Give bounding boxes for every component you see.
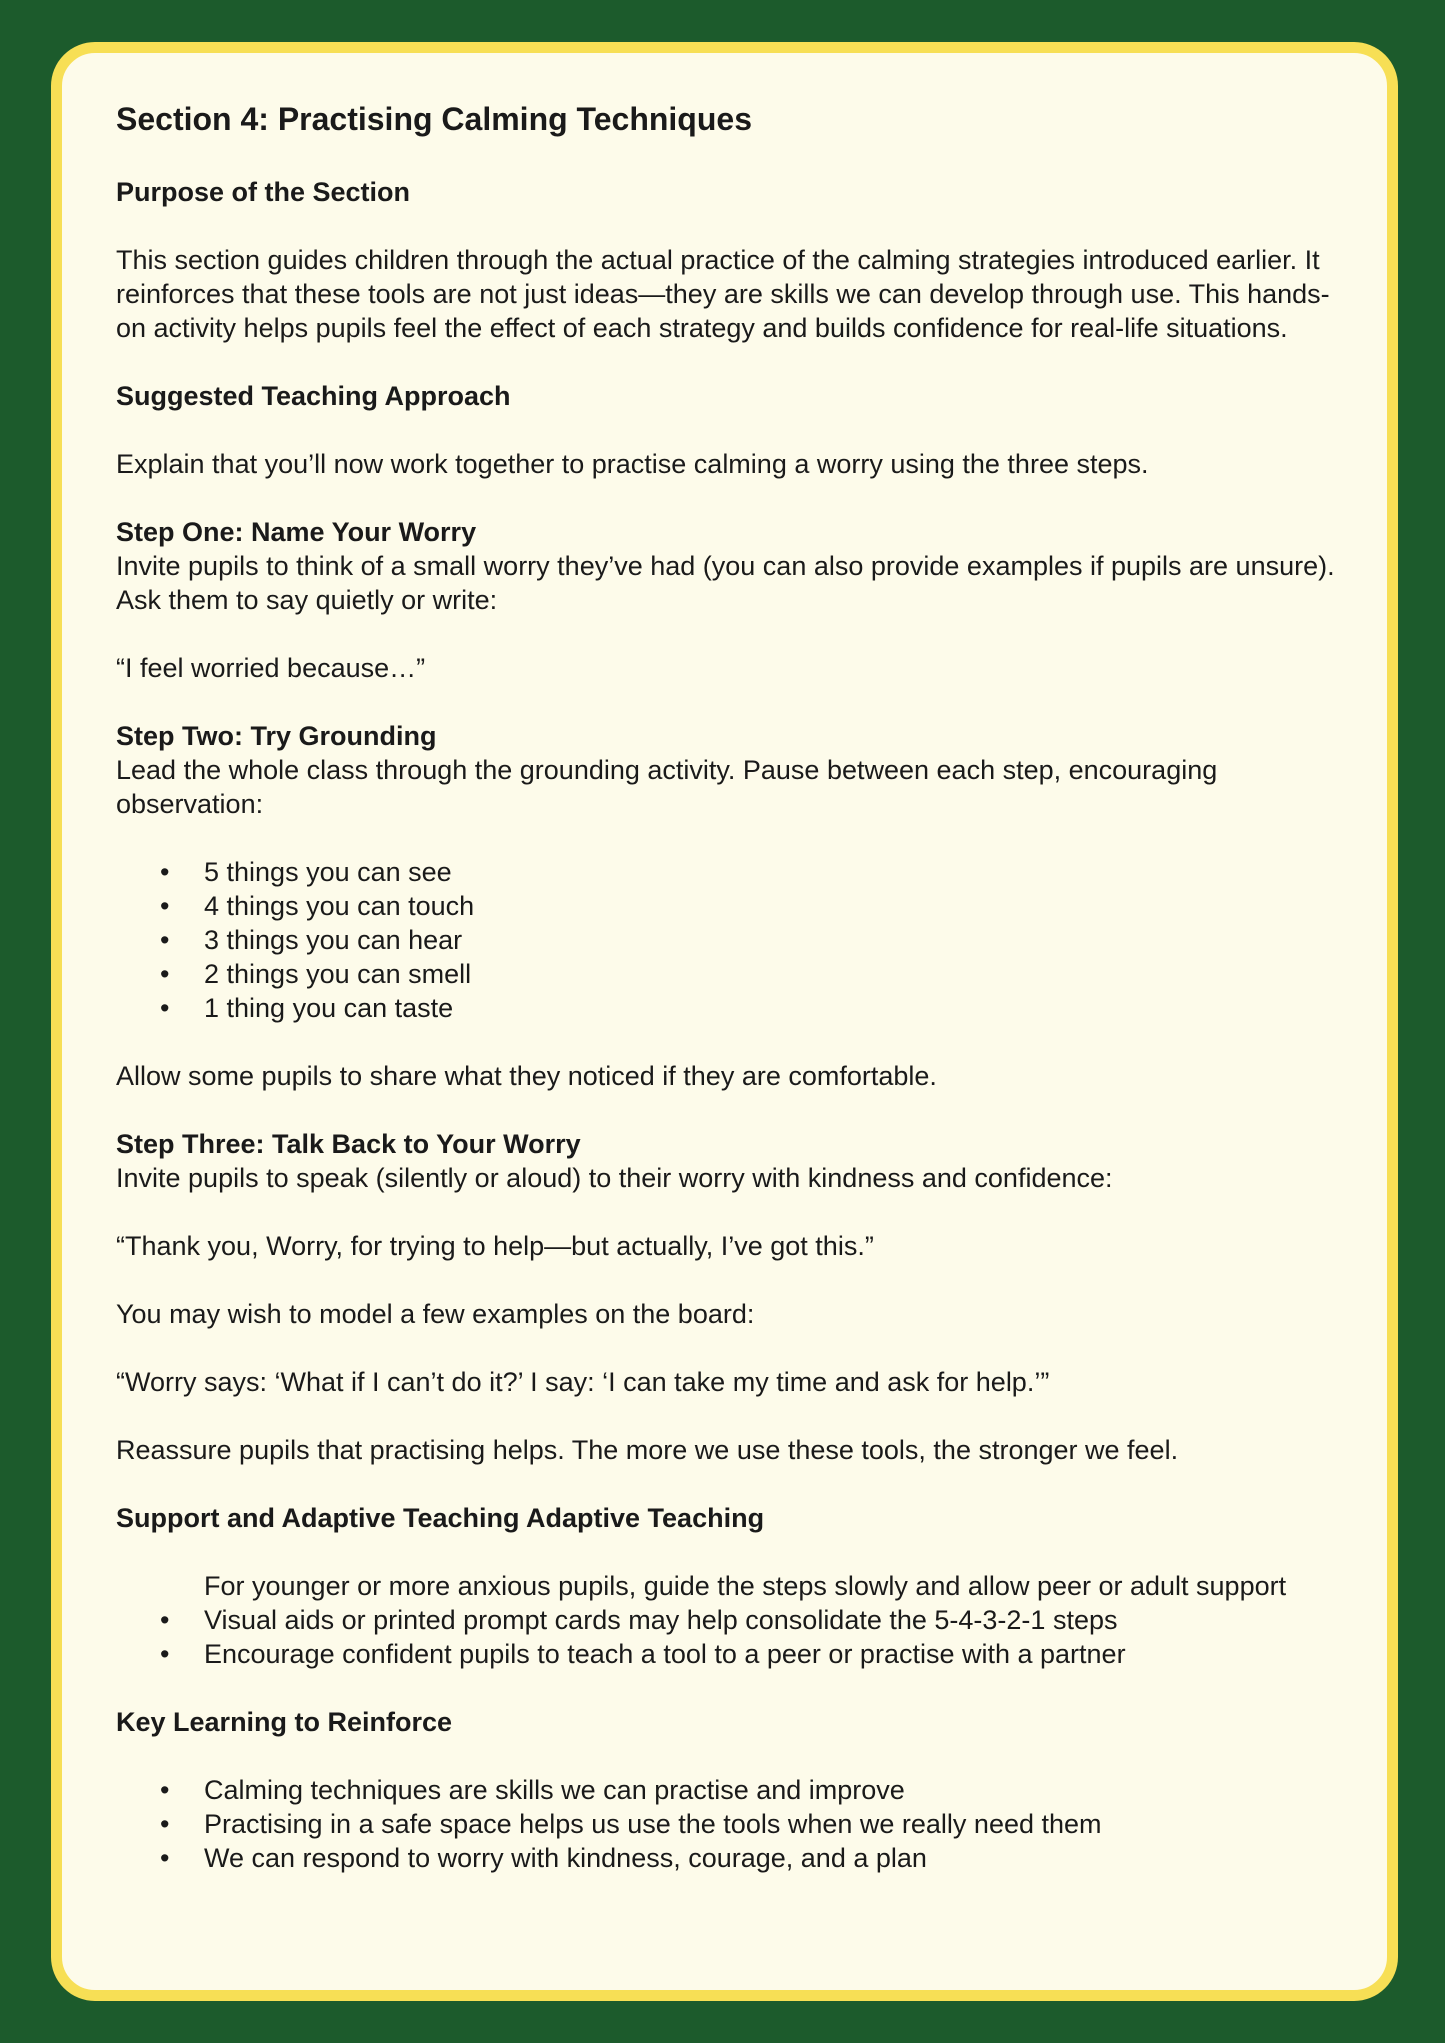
step-three-heading: Step Three: Talk Back to Your Worry — [116, 1129, 581, 1159]
purpose-heading: Purpose of the Section — [116, 177, 411, 207]
list-item: • 3 things you can hear — [160, 925, 463, 955]
key-learning-list — [116, 1773, 1356, 1875]
step-three-quote: “Thank you, Worry, for trying to help—but actually, I’ve got this.” — [116, 1231, 874, 1261]
step-three-model: You may wish to model a few examples on the board: — [116, 1299, 755, 1329]
list-item: • 1 thing you can taste — [160, 993, 454, 1023]
step-three-text: Invite pupils to speak (silently or aloud) to their worry with kindness and confidence: — [116, 1163, 1113, 1193]
bullet-icon: • — [160, 1843, 170, 1873]
page-title: Section 4: Practising Calming Techniques — [116, 101, 752, 137]
step-two-text: Lead the whole class through the grounding activity. Pause between each step, encouraging observation: — [116, 755, 1218, 819]
list-item: • 5 things you can see — [160, 857, 452, 887]
list-item: • We can respond to worry with kindness, courage, and a plan — [160, 1843, 927, 1873]
list-item: • Practising in a safe space helps us use the tools when we really need them — [160, 1809, 1102, 1839]
bullet-icon: • — [160, 959, 170, 989]
grounding-list — [116, 855, 1356, 1025]
step-three-reassure: Reassure pupils that practising helps. The more we use these tools, the stronger we feel. — [116, 1435, 1179, 1465]
bullet-icon: • — [160, 891, 170, 921]
step-two-heading: Step Two: Try Grounding — [116, 721, 437, 751]
approach-intro: Explain that you’ll now work together to practise calming a worry using the three steps. — [116, 449, 1149, 479]
list-item: • Calming techniques are skills we can practise and improve — [160, 1775, 905, 1805]
list-item: For younger or more anxious pupils, guide the steps slowly and allow peer or adult support — [204, 1571, 1287, 1601]
list-item: • Visual aids or printed prompt cards may help consolidate the 5-4-3-2-1 steps — [160, 1605, 1118, 1635]
approach-heading: Suggested Teaching Approach — [116, 381, 511, 411]
bullet-icon: • — [160, 993, 170, 1023]
bullet-icon: • — [160, 1639, 170, 1669]
bullet-icon: • — [160, 925, 170, 955]
bullet-icon: • — [160, 1809, 170, 1839]
bullet-icon: • — [160, 1605, 170, 1635]
list-item: • 2 things you can smell — [160, 959, 472, 989]
step-one-quote: “I feel worried because…” — [116, 653, 426, 683]
support-heading: Support and Adaptive Teaching Adaptive Teaching — [116, 1503, 765, 1533]
bullet-icon: • — [160, 1775, 170, 1805]
purpose-text: This section guides children through the actual practice of the calming strategies introduced earlier. It reinforces that these tools are not just ideas—they are skills we can develop through use. This hands-on activity helps pupils feel the effect of each strategy and builds confidence for real-life situations. — [116, 245, 1330, 343]
step-three-example: “Worry says: ‘What if I can’t do it?’ I say: ‘I can take my time and ask for help.’” — [116, 1367, 1050, 1397]
list-item: • Encourage confident pupils to teach a tool to a peer or practise with a partner — [160, 1639, 1126, 1669]
key-learning-heading: Key Learning to Reinforce — [116, 1707, 453, 1737]
list-item: • 4 things you can touch — [160, 891, 475, 921]
content-card — [51, 42, 1398, 2001]
bullet-icon: • — [160, 857, 170, 887]
support-list — [116, 1569, 1356, 1671]
step-two-after: Allow some pupils to share what they noticed if they are comfortable. — [116, 1061, 937, 1091]
document-body — [116, 99, 1356, 1875]
step-one-heading: Step One: Name Your Worry — [116, 517, 477, 547]
step-one-text: Invite pupils to think of a small worry they’ve had (you can also provide examples if pupils are unsure). Ask them to say quietly or write: — [116, 551, 1335, 615]
